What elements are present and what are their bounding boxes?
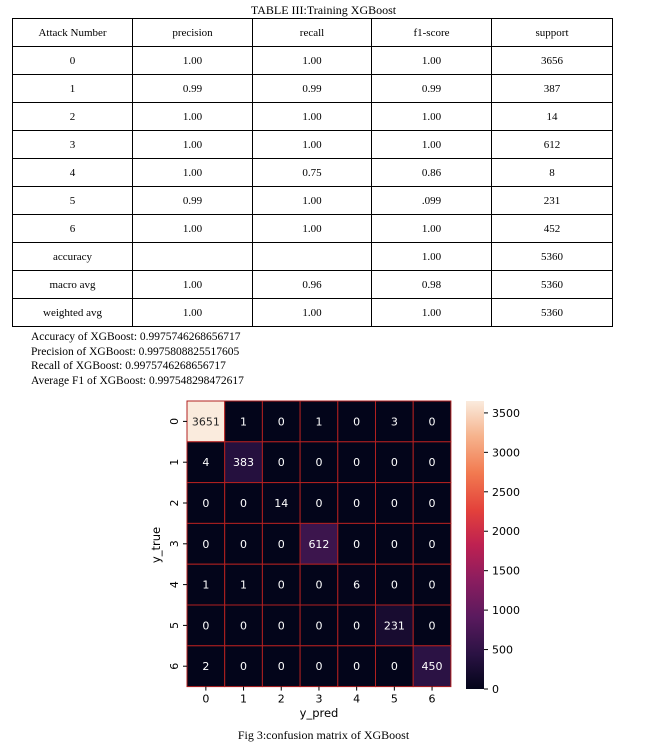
table-cell: 1.00 (133, 131, 253, 159)
table-cell: 3656 (492, 47, 613, 75)
header-precision: precision (133, 19, 253, 47)
table-cell: 0.98 (372, 271, 492, 299)
cell-value-label: 0 (353, 660, 361, 674)
y-tick-label: 6 (168, 662, 181, 670)
x-tick-label: 3 (315, 692, 323, 706)
table-cell: 0.96 (253, 271, 372, 299)
x-tick-label: 2 (277, 692, 285, 706)
cell-value-label: 0 (315, 660, 323, 674)
cell-value-label: 0 (390, 537, 398, 551)
cell-value-label: 0 (277, 660, 285, 674)
table-cell: 5360 (492, 271, 613, 299)
cell-value-label: 0 (277, 415, 285, 429)
table-cell: 1.00 (253, 131, 372, 159)
table-cell: 1 (13, 75, 133, 103)
cell-value-label: 0 (428, 578, 436, 592)
table-cell: 612 (492, 131, 613, 159)
table-cell: 1.00 (372, 243, 492, 271)
cell-value-label: 0 (390, 660, 398, 674)
table-cell: 1.00 (253, 187, 372, 215)
table-cell: 5360 (492, 243, 613, 271)
cell-value-label: 231 (383, 619, 405, 633)
table-cell: 5360 (492, 299, 613, 327)
table-cell: 4 (13, 159, 133, 187)
table-cell: .099 (372, 187, 492, 215)
table-cell: 1.00 (372, 299, 492, 327)
table-cell: 1.00 (372, 103, 492, 131)
cell-value-label: 0 (390, 497, 398, 510)
cell-value-label: 0 (202, 537, 210, 551)
header-attack-number: Attack Number (13, 19, 133, 47)
table-cell: 1.00 (253, 299, 372, 327)
header-support: support (492, 19, 613, 47)
table-cell: 0 (13, 47, 133, 75)
table-cell: 3 (13, 131, 133, 159)
figure-caption: Fig 3:confusion matrix of XGBoost (237, 728, 410, 742)
table-cell: 1.00 (253, 47, 372, 75)
f1-line: Average F1 of XGBoost: 0.997548298472617 (31, 374, 244, 387)
cell-value-label: 0 (428, 537, 436, 551)
y-tick-label: 4 (168, 581, 181, 589)
x-tick-label: 4 (353, 692, 361, 706)
cell-value-label: 0 (428, 456, 436, 470)
table-cell: 1.00 (372, 131, 492, 159)
y-tick-label: 0 (168, 417, 181, 425)
table-cell: 1.00 (133, 271, 253, 299)
table-cell: 14 (492, 103, 613, 131)
cell-value-label: 3 (390, 415, 398, 429)
cell-value-label: 0 (277, 537, 285, 551)
cell-value-label: 0 (240, 619, 248, 633)
cell-value-label: 0 (428, 415, 436, 429)
cell-value-label: 0 (353, 537, 361, 551)
cell-value-label: 0 (277, 578, 285, 592)
table-cell: 0.99 (133, 187, 253, 215)
cell-value-label: 383 (233, 456, 255, 470)
table-cell: 452 (492, 215, 613, 243)
cell-value-label: 1 (202, 578, 210, 592)
cell-value-label: 14 (274, 497, 289, 510)
table-cell: weighted avg (13, 299, 133, 327)
colorbar-tick-label: 1500 (492, 564, 520, 578)
cell-value-label: 612 (308, 537, 330, 551)
cell-value-label: 0 (390, 456, 398, 470)
table-cell: 6 (13, 215, 133, 243)
table-cell: 0.99 (253, 75, 372, 103)
table-cell: 0.86 (372, 159, 492, 187)
table-cell: 387 (492, 75, 613, 103)
x-tick-label: 0 (202, 692, 210, 706)
table-cell: 0.75 (253, 159, 372, 187)
table-cell: 1.00 (133, 215, 253, 243)
cell-value-label: 0 (240, 497, 248, 510)
table-cell: 5 (13, 187, 133, 215)
cell-value-label: 0 (428, 619, 436, 633)
x-tick-label: 1 (240, 692, 248, 706)
table-cell: 231 (492, 187, 613, 215)
y-tick-label: 2 (168, 499, 181, 507)
cell-value-label: 0 (353, 497, 361, 510)
cell-value-label: 0 (315, 619, 323, 633)
x-axis-label: y_pred (299, 706, 339, 720)
cell-value-label: 450 (421, 660, 443, 674)
cell-value-label: 3651 (191, 415, 220, 429)
cell-value-label: 0 (428, 497, 436, 510)
colorbar-tick-label: 3500 (492, 406, 520, 420)
header-recall: recall (253, 19, 372, 47)
table-cell: 1.00 (133, 159, 253, 187)
cell-value-label: 0 (390, 578, 398, 592)
cell-value-label: 0 (202, 497, 210, 510)
recall-line: Recall of XGBoost: 0.9975746268656717 (31, 360, 226, 373)
colorbar-tick-label: 2500 (492, 485, 520, 499)
cell-value-label: 0 (315, 497, 323, 510)
table-cell: 1.00 (133, 47, 253, 75)
cell-value-label: 0 (240, 660, 248, 674)
colorbar-tick-label: 500 (492, 643, 513, 657)
table-cell: 1.00 (372, 47, 492, 75)
y-tick-label: 1 (168, 458, 181, 466)
y-tick-label: 5 (168, 621, 181, 629)
header-f1-score: f1-score (372, 19, 492, 47)
y-tick-label: 3 (168, 540, 181, 548)
x-tick-label: 6 (428, 692, 436, 706)
precision-line: Precision of XGBoost: 0.9975808825517605 (31, 345, 240, 358)
cell-value-label: 4 (202, 456, 210, 470)
table-cell: 8 (492, 159, 613, 187)
cell-value-label: 2 (202, 660, 210, 674)
cell-value-label: 0 (277, 619, 285, 633)
colorbar-tick-label: 0 (492, 683, 499, 696)
table-cell: 1.00 (133, 103, 253, 131)
table-cell: 0.99 (133, 75, 253, 103)
cell-value-label: 0 (353, 415, 361, 429)
cell-value-label: 0 (353, 619, 361, 633)
cell-value-label: 1 (315, 415, 323, 429)
colorbar-tick-label: 2000 (492, 525, 520, 539)
cell-value-label: 0 (315, 456, 323, 470)
colorbar-tick-label: 3000 (492, 446, 520, 460)
cell-value-label: 1 (240, 415, 248, 429)
cell-value-label: 6 (353, 578, 361, 592)
table-cell: 0.99 (372, 75, 492, 103)
y-axis-label: y_true (149, 526, 163, 564)
colorbar-tick-label: 1000 (492, 604, 520, 618)
x-tick-label: 5 (390, 692, 398, 706)
table-cell: macro avg (13, 271, 133, 299)
colorbar (466, 401, 484, 689)
cell-value-label: 0 (202, 619, 210, 633)
table-cell: 1.00 (253, 103, 372, 131)
table-cell: 2 (13, 103, 133, 131)
table-cell: 1.00 (253, 215, 372, 243)
cell-value-label: 0 (240, 537, 248, 551)
table-cell: accuracy (13, 243, 133, 271)
cell-value-label: 0 (315, 578, 323, 592)
cell-value-label: 1 (240, 578, 248, 592)
table-caption: TABLE III:Training XGBoost (250, 3, 397, 17)
table-cell: 1.00 (372, 215, 492, 243)
accuracy-line: Accuracy of XGBoost: 0.9975746268656717 (31, 331, 241, 343)
cell-value-label: 0 (277, 456, 285, 470)
table-cell: 1.00 (133, 299, 253, 327)
cell-value-label: 0 (353, 456, 361, 470)
